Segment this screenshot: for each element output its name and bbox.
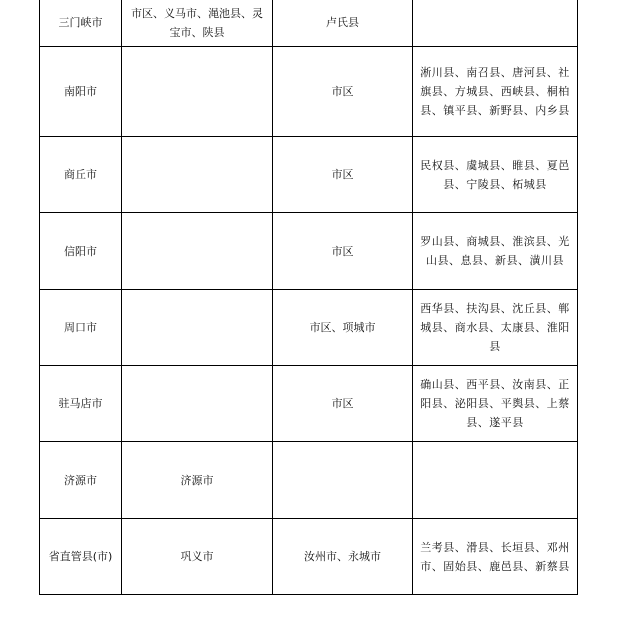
column-3-cell: 市区 xyxy=(273,47,413,137)
table-row xyxy=(40,0,578,47)
city-cell: 周口市 xyxy=(40,290,122,366)
column-4-cell: 西华县、扶沟县、沈丘县、郸城县、商水县、太康县、淮阳县 xyxy=(413,290,578,366)
table-row xyxy=(40,47,578,137)
column-2-cell xyxy=(122,47,273,137)
table-row xyxy=(40,213,578,290)
column-2-cell: 市区、义马市、渑池县、灵宝市、陕县 xyxy=(122,0,273,47)
column-3-cell: 汝州市、永城市 xyxy=(273,519,413,595)
city-cell: 省直管县(市) xyxy=(40,519,122,595)
table-row xyxy=(40,442,578,519)
column-2-cell: 巩义市 xyxy=(122,519,273,595)
county-classification-table xyxy=(39,0,578,595)
table-row xyxy=(40,290,578,366)
city-cell: 济源市 xyxy=(40,442,122,519)
column-4-cell: 民权县、虞城县、睢县、夏邑县、宁陵县、柘城县 xyxy=(413,137,578,213)
column-2-cell xyxy=(122,290,273,366)
city-cell: 驻马店市 xyxy=(40,366,122,442)
table-row xyxy=(40,519,578,595)
city-cell: 南阳市 xyxy=(40,47,122,137)
column-3-cell: 市区 xyxy=(273,213,413,290)
table-row xyxy=(40,137,578,213)
column-2-cell xyxy=(122,137,273,213)
table-row xyxy=(40,366,578,442)
column-3-cell: 卢氏县 xyxy=(273,0,413,47)
city-cell: 三门峡市 xyxy=(40,0,122,47)
column-4-cell: 淅川县、南召县、唐河县、社旗县、方城县、西峡县、桐柏县、镇平县、新野县、内乡县 xyxy=(413,47,578,137)
column-4-cell: 罗山县、商城县、淮滨县、光山县、息县、新县、潢川县 xyxy=(413,213,578,290)
city-cell: 商丘市 xyxy=(40,137,122,213)
column-3-cell xyxy=(273,442,413,519)
column-4-cell: 兰考县、滑县、长垣县、邓州市、固始县、鹿邑县、新蔡县 xyxy=(413,519,578,595)
column-3-cell: 市区、项城市 xyxy=(273,290,413,366)
column-2-cell xyxy=(122,213,273,290)
column-4-cell xyxy=(413,442,578,519)
column-3-cell: 市区 xyxy=(273,137,413,213)
column-4-cell: 确山县、西平县、汝南县、正阳县、泌阳县、平舆县、上蔡县、遂平县 xyxy=(413,366,578,442)
city-cell: 信阳市 xyxy=(40,213,122,290)
column-2-cell: 济源市 xyxy=(122,442,273,519)
column-3-cell: 市区 xyxy=(273,366,413,442)
column-2-cell xyxy=(122,366,273,442)
column-4-cell xyxy=(413,0,578,47)
